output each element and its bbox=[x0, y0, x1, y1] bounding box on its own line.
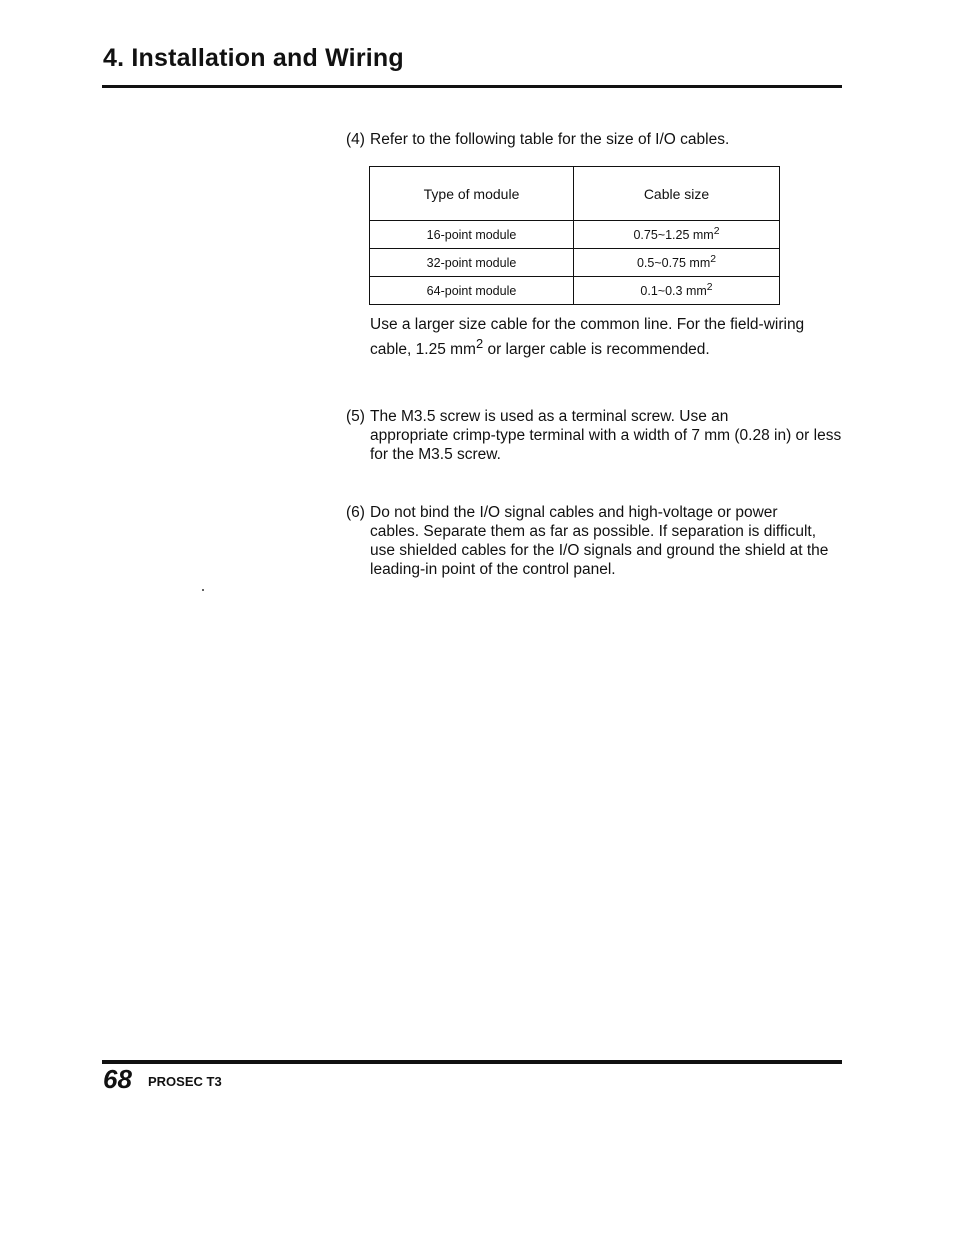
footer-rule bbox=[102, 1060, 842, 1064]
item-4 bbox=[346, 130, 826, 149]
item-4-text: Refer to the following table for the size of I/O cables. bbox=[370, 131, 730, 148]
cable-size-value: 0.5~0.75 mm bbox=[636, 256, 711, 271]
unit-superscript: 2 bbox=[706, 282, 713, 294]
item-6-rest: cables. Separate them as far as possible. If separation is difficult, use shielded cables for the I/O signals and ground the shield at the leading-in point of the control panel. bbox=[370, 523, 829, 578]
unit-superscript: 2 bbox=[713, 226, 720, 238]
cable-note-text-2: or larger cable is recommended. bbox=[483, 341, 710, 359]
header-rule bbox=[102, 85, 842, 88]
item-6-number: (6) bbox=[346, 504, 365, 521]
cable-size-cell bbox=[574, 249, 780, 277]
module-cell: 16-point module bbox=[370, 221, 574, 249]
footer-product-name: PROSEC T3 bbox=[148, 1074, 222, 1089]
item-5-rest: appropriate crimp-type terminal with a width of 7 mm (0.28 in) or less for the M3.5 screw. bbox=[370, 427, 842, 463]
item-5-text bbox=[370, 407, 846, 464]
table-row bbox=[370, 249, 780, 277]
module-cell: 32-point module bbox=[370, 249, 574, 277]
scan-speck bbox=[202, 589, 204, 591]
cable-size-cell bbox=[574, 221, 780, 249]
item-5-number: (5) bbox=[346, 408, 365, 425]
page-number: 68 bbox=[103, 1064, 132, 1094]
module-cell: 64-point module bbox=[370, 277, 574, 305]
cable-size-value: 0.1~0.3 mm bbox=[640, 284, 707, 299]
unit-superscript: 2 bbox=[710, 254, 717, 266]
table-header-row bbox=[370, 167, 780, 221]
cable-size-value: 0.75~1.25 mm bbox=[633, 228, 714, 243]
item-6-text bbox=[370, 503, 836, 579]
table-row bbox=[370, 277, 780, 305]
item-5 bbox=[346, 407, 846, 464]
note-superscript: 2 bbox=[475, 336, 484, 351]
item-4-number: (4) bbox=[346, 131, 365, 148]
io-cable-size-table bbox=[369, 166, 780, 305]
table-row bbox=[370, 221, 780, 249]
cable-note bbox=[370, 315, 840, 359]
header-type-of-module: Type of module bbox=[370, 167, 574, 221]
header-cable-size: Cable size bbox=[574, 167, 780, 221]
item-5-line-1: The M3.5 screw is used as a terminal screw. Use an bbox=[370, 408, 729, 425]
item-6-line-1: Do not bind the I/O signal cables and high-voltage or power bbox=[370, 504, 778, 521]
page-title: 4. Installation and Wiring bbox=[103, 44, 404, 72]
cable-note-text-1: Use a larger size cable for the common line. For the field-wiring cable, 1.25 mm bbox=[370, 316, 805, 359]
item-6 bbox=[346, 503, 836, 579]
cable-size-cell bbox=[574, 277, 780, 305]
